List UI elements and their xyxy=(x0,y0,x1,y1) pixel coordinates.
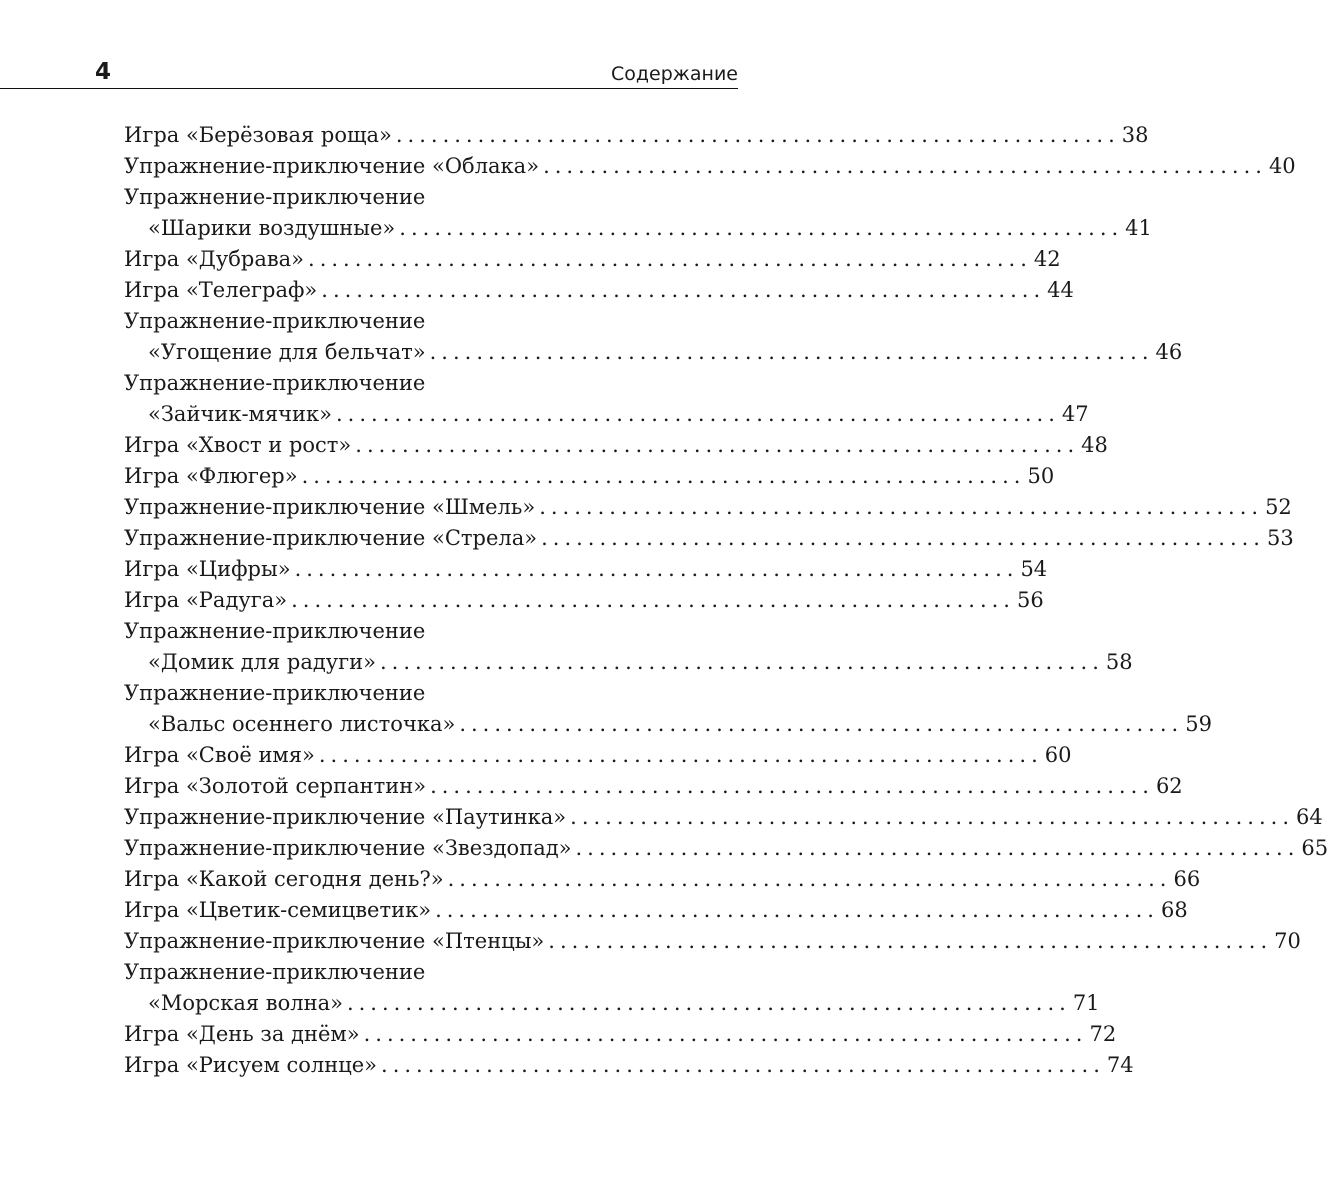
toc-entry-first-line xyxy=(124,957,738,988)
toc-entry xyxy=(124,1019,1117,1050)
toc-entry xyxy=(124,647,1133,678)
dot-leader: .............................................................. xyxy=(575,836,1300,860)
toc-entry-title: Игра «Флюгер» xyxy=(124,464,298,488)
header-rule xyxy=(0,88,738,89)
toc-entry-first-line xyxy=(124,306,738,337)
toc-entry-page: 68 xyxy=(1160,898,1188,922)
toc-entry-title: Игра «Хвост и рост» xyxy=(124,433,352,457)
toc-entry-first-line xyxy=(124,616,738,647)
toc-entry xyxy=(124,430,1108,461)
dot-leader: .............................................................. xyxy=(570,805,1295,829)
toc-entry-title: Игра «Какой сегодня день?» xyxy=(124,867,444,891)
dot-leader: .............................................................. xyxy=(399,216,1124,240)
toc-entry xyxy=(124,244,1061,275)
dot-leader: .............................................................. xyxy=(429,340,1154,364)
dot-leader: .............................................................. xyxy=(435,898,1159,922)
dot-leader: .............................................................. xyxy=(355,433,1080,457)
dot-leader: .............................................................. xyxy=(301,464,1026,488)
toc-entry-title: Упражнение-приключение «Облака» xyxy=(124,154,540,178)
toc-entry xyxy=(124,120,1149,151)
dot-leader: .............................................................. xyxy=(459,712,1184,736)
dot-leader: .............................................................. xyxy=(541,526,1265,550)
table-of-contents xyxy=(124,120,1328,1081)
dot-leader: .............................................................. xyxy=(381,1053,1105,1077)
toc-entry-title: Упражнение-приключение xyxy=(124,619,426,643)
toc-entry-page: 74 xyxy=(1106,1053,1134,1077)
running-head: Содержание xyxy=(611,63,738,85)
dot-leader: .............................................................. xyxy=(548,929,1273,953)
toc-entry xyxy=(124,988,1100,1019)
toc-entry-page: 58 xyxy=(1105,650,1133,674)
toc-entry-title: Игра «Радуга» xyxy=(124,588,288,612)
toc-entry-title-continued: «Шарики воздушные» xyxy=(148,216,396,240)
toc-entry-title: Упражнение-приключение xyxy=(124,371,426,395)
toc-entry-page: 47 xyxy=(1061,402,1089,426)
toc-entry xyxy=(124,1050,1134,1081)
toc-entry-title: Игра «Золотой серпантин» xyxy=(124,774,427,798)
dot-leader: .............................................................. xyxy=(308,247,1032,271)
toc-entry-page: 40 xyxy=(1268,154,1296,178)
toc-entry-page: 38 xyxy=(1121,123,1149,147)
toc-entry-title: Игра «Своё имя» xyxy=(124,743,315,767)
toc-entry-title: Упражнение-приключение «Звездопад» xyxy=(124,836,572,860)
toc-entry xyxy=(124,275,1074,306)
toc-entry-title: Упражнение-приключение xyxy=(124,960,426,984)
toc-entry-page: 44 xyxy=(1047,278,1074,302)
toc-entry-page: 71 xyxy=(1072,991,1100,1015)
toc-entry-title: Игра «Дубрава» xyxy=(124,247,305,271)
toc-entry-title: Упражнение-приключение «Паутинка» xyxy=(124,805,567,829)
toc-entry-page: 72 xyxy=(1089,1022,1117,1046)
toc-entry-title: Игра «День за днём» xyxy=(124,1022,360,1046)
toc-entry xyxy=(124,213,1152,244)
toc-entry xyxy=(124,926,1301,957)
toc-entry-title-continued: «Зайчик-мячик» xyxy=(148,402,332,426)
dot-leader: .............................................................. xyxy=(543,154,1267,178)
toc-entry-first-line xyxy=(124,368,738,399)
page-number: 4 xyxy=(95,59,112,85)
toc-entry-page: 46 xyxy=(1155,340,1183,364)
toc-entry xyxy=(124,771,1183,802)
dot-leader: .............................................................. xyxy=(321,278,1046,302)
toc-entry-page: 65 xyxy=(1301,836,1328,860)
toc-entry-title: Упражнение-приключение xyxy=(124,681,426,705)
toc-entry xyxy=(124,585,1044,616)
toc-entry xyxy=(124,492,1292,523)
toc-entry xyxy=(124,523,1294,554)
dot-leader: .............................................................. xyxy=(318,743,1043,767)
toc-entry-page: 64 xyxy=(1296,805,1323,829)
toc-entry xyxy=(124,554,1048,585)
toc-entry xyxy=(124,709,1212,740)
toc-entry-page: 62 xyxy=(1155,774,1183,798)
toc-entry-page: 53 xyxy=(1266,526,1294,550)
toc-entry xyxy=(124,802,1323,833)
toc-entry-title: Игра «Телеграф» xyxy=(124,278,318,302)
dot-leader: .............................................................. xyxy=(447,867,1172,891)
dot-leader: .............................................................. xyxy=(539,495,1264,519)
toc-entry-page: 54 xyxy=(1020,557,1048,581)
dot-leader: .............................................................. xyxy=(291,588,1015,612)
toc-entry xyxy=(124,151,1296,182)
toc-entry-title: Игра «Цифры» xyxy=(124,557,291,581)
toc-entry xyxy=(124,399,1089,430)
dot-leader: .............................................................. xyxy=(380,650,1104,674)
toc-entry-title: Игра «Берёзовая роща» xyxy=(124,123,392,147)
toc-entry-title: Упражнение-приключение «Шмель» xyxy=(124,495,536,519)
toc-entry-title-continued: «Домик для радуги» xyxy=(148,650,376,674)
toc-entry-title: Упражнение-приключение «Стрела» xyxy=(124,526,538,550)
dot-leader: .............................................................. xyxy=(363,1022,1088,1046)
toc-entry-title: Игра «Цветик-семицветик» xyxy=(124,898,432,922)
toc-entry-title-continued: «Вальс осеннего листочка» xyxy=(148,712,456,736)
toc-entry xyxy=(124,895,1188,926)
toc-entry-title: Упражнение-приключение «Птенцы» xyxy=(124,929,545,953)
toc-entry-title: Игра «Рисуем солнце» xyxy=(124,1053,378,1077)
toc-entry-page: 48 xyxy=(1081,433,1108,457)
toc-entry xyxy=(124,461,1055,492)
toc-entry-first-line xyxy=(124,678,738,709)
toc-entry xyxy=(124,864,1201,895)
toc-entry-page: 41 xyxy=(1125,216,1152,240)
toc-entry-page: 52 xyxy=(1265,495,1292,519)
toc-entry-title-continued: «Угощение для бельчат» xyxy=(148,340,426,364)
toc-entry-first-line xyxy=(124,182,738,213)
toc-entry-page: 50 xyxy=(1027,464,1055,488)
dot-leader: .............................................................. xyxy=(430,774,1154,798)
toc-entry-title: Упражнение-приключение xyxy=(124,309,426,333)
dot-leader: .............................................................. xyxy=(294,557,1019,581)
toc-entry xyxy=(124,740,1072,771)
toc-entry-page: 60 xyxy=(1044,743,1072,767)
toc-entry-page: 59 xyxy=(1185,712,1212,736)
toc-entry xyxy=(124,337,1183,368)
toc-entry-page: 42 xyxy=(1033,247,1061,271)
toc-entry-page: 70 xyxy=(1274,929,1301,953)
toc-entry-page: 56 xyxy=(1016,588,1044,612)
dot-leader: .............................................................. xyxy=(395,123,1120,147)
toc-entry-title: Упражнение-приключение xyxy=(124,185,426,209)
toc-entry xyxy=(124,833,1328,864)
toc-entry-title-continued: «Морская волна» xyxy=(148,991,343,1015)
dot-leader: .............................................................. xyxy=(336,402,1060,426)
toc-entry-page: 66 xyxy=(1173,867,1201,891)
dot-leader: .............................................................. xyxy=(346,991,1071,1015)
